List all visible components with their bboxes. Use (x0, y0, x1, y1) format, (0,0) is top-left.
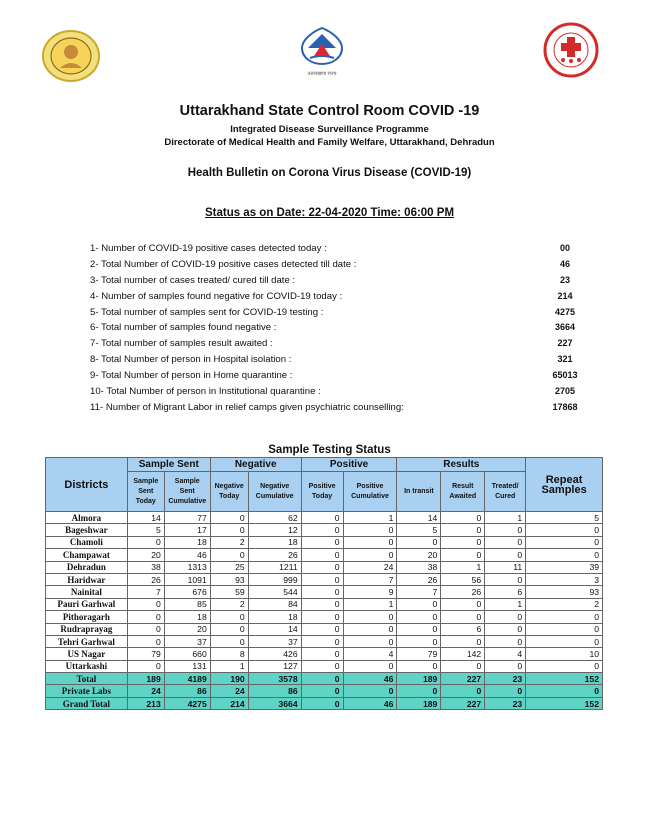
summary-label: 2- Total Number of COVID-19 positive cases detected till date : (90, 258, 357, 270)
table-cell: 189 (127, 673, 164, 685)
table-cell: 0 (526, 623, 603, 635)
table-cell: 14 (127, 512, 164, 524)
table-cell: 0 (441, 660, 485, 672)
table-cell: 0 (485, 549, 526, 561)
table-cell: 26 (248, 549, 301, 561)
table-cell: 2 (526, 598, 603, 610)
column-header: Negative Cumulative (248, 472, 301, 512)
summary-item (90, 241, 590, 257)
table-cell: 426 (248, 648, 301, 660)
table-cell: 4 (485, 648, 526, 660)
summary-item (90, 384, 590, 400)
table-cell: 190 (210, 673, 248, 685)
table-cell: 20 (397, 549, 441, 561)
total-row (46, 697, 603, 709)
table-cell: 3578 (248, 673, 301, 685)
table-cell: 0 (343, 611, 397, 623)
column-header: In transit (397, 472, 441, 512)
table-cell: 46 (164, 549, 210, 561)
table-cell: 0 (397, 536, 441, 548)
table-cell: 0 (301, 611, 343, 623)
table-cell: 59 (210, 586, 248, 598)
table-cell: 85 (164, 598, 210, 610)
table-cell: 0 (210, 524, 248, 536)
table-cell: 0 (343, 623, 397, 635)
table-cell: 1 (210, 660, 248, 672)
summary-label: 4- Number of samples found negative for COVID-19 today : (90, 290, 343, 302)
table-cell: 26 (397, 573, 441, 585)
table-cell: 62 (248, 512, 301, 524)
table-cell: 0 (127, 635, 164, 647)
table-cell: 5 (397, 524, 441, 536)
table-cell: 0 (301, 512, 343, 524)
summary-item (90, 368, 590, 384)
table-cell: 0 (441, 512, 485, 524)
district-name: Private Labs (46, 685, 128, 697)
table-cell: 0 (397, 685, 441, 697)
table-row (46, 573, 603, 585)
table-cell: 7 (343, 573, 397, 585)
table-cell: 9 (343, 586, 397, 598)
district-name: Tehri Garhwal (46, 635, 128, 647)
table-cell: 2 (210, 536, 248, 548)
table-cell: 1 (485, 512, 526, 524)
table-cell: 0 (301, 697, 343, 709)
uttarakhand-state-emblem (298, 26, 346, 78)
table-cell: 213 (127, 697, 164, 709)
table-cell: 0 (127, 623, 164, 635)
column-header: Positive Cumulative (343, 472, 397, 512)
summary-item (90, 352, 590, 368)
table-cell: 660 (164, 648, 210, 660)
table-cell: 3 (526, 573, 603, 585)
table-cell: 227 (441, 673, 485, 685)
table-cell: 0 (485, 524, 526, 536)
table-cell: 23 (485, 673, 526, 685)
table-cell: 0 (441, 611, 485, 623)
table-cell: 86 (164, 685, 210, 697)
district-name: Nainital (46, 586, 128, 598)
bulletin-title: Health Bulletin on Corona Virus Disease (COVID-19) (187, 167, 472, 179)
negative-header: Negative (210, 458, 301, 472)
table-cell: 544 (248, 586, 301, 598)
table-cell: 0 (526, 549, 603, 561)
column-header: Sample Sent Cumulative (164, 472, 210, 512)
table-cell: 56 (441, 573, 485, 585)
table-title: Sample Testing Status (268, 444, 391, 456)
table-cell: 0 (485, 573, 526, 585)
table-cell: 0 (343, 635, 397, 647)
table-cell: 10 (526, 648, 603, 660)
table-cell: 1 (485, 598, 526, 610)
table-cell: 79 (397, 648, 441, 660)
district-name: Haridwar (46, 573, 128, 585)
table-cell: 6 (441, 623, 485, 635)
districts-header: Districts (46, 458, 128, 512)
summary-value: 65013 (552, 370, 578, 381)
sample-sent-header: Sample Sent (127, 458, 210, 472)
table-cell: 93 (526, 586, 603, 598)
summary-label: 8- Total Number of person in Hospital isolation : (90, 354, 292, 366)
table-cell: 25 (210, 561, 248, 573)
table-cell: 0 (301, 524, 343, 536)
table-cell: 227 (441, 697, 485, 709)
table-cell: 1211 (248, 561, 301, 573)
table-cell: 6 (485, 586, 526, 598)
table-row (46, 623, 603, 635)
table-cell: 37 (248, 635, 301, 647)
district-name: US Nagar (46, 648, 128, 660)
table-cell: 0 (301, 685, 343, 697)
table-cell: 93 (210, 573, 248, 585)
table-cell: 0 (485, 635, 526, 647)
table-cell: 39 (526, 561, 603, 573)
summary-item (90, 305, 590, 321)
table-cell: 0 (441, 524, 485, 536)
table-cell: 7 (397, 586, 441, 598)
table-cell: 127 (248, 660, 301, 672)
table-cell: 0 (526, 536, 603, 548)
district-name: Pauri Garhwal (46, 598, 128, 610)
table-cell: 0 (441, 536, 485, 548)
table-cell: 0 (301, 623, 343, 635)
table-cell: 0 (127, 598, 164, 610)
table-cell: 5 (526, 512, 603, 524)
table-cell: 214 (210, 697, 248, 709)
table-cell: 38 (397, 561, 441, 573)
summary-label: 7- Total number of samples result awaited : (90, 338, 273, 350)
emblem-caption: उत्तराखण्ड राज्य (307, 71, 337, 77)
summary-label: 11- Number of Migrant Labor in relief camps given psychiatric counselling: (90, 401, 404, 413)
table-cell: 1 (343, 598, 397, 610)
table-cell: 0 (526, 635, 603, 647)
table-cell: 26 (127, 573, 164, 585)
summary-label: 5- Total number of samples sent for COVID-19 testing : (90, 306, 324, 318)
summary-value: 4275 (554, 306, 576, 317)
district-name: Total (46, 673, 128, 685)
summary-item (90, 400, 590, 416)
table-cell: 24 (343, 561, 397, 573)
table-cell: 3664 (248, 697, 301, 709)
table-cell: 0 (397, 660, 441, 672)
table-cell: 0 (301, 660, 343, 672)
table-cell: 37 (164, 635, 210, 647)
table-cell: 79 (127, 648, 164, 660)
district-name: Champawat (46, 549, 128, 561)
table-cell: 0 (397, 635, 441, 647)
summary-value: 2705 (554, 386, 576, 397)
table-cell: 0 (301, 549, 343, 561)
table-row (46, 586, 603, 598)
table-cell: 999 (248, 573, 301, 585)
table-cell: 1 (441, 561, 485, 573)
table-cell: 24 (127, 685, 164, 697)
table-cell: 0 (343, 524, 397, 536)
table-cell: 0 (343, 660, 397, 672)
table-cell: 20 (164, 623, 210, 635)
table-cell: 0 (301, 536, 343, 548)
table-cell: 0 (301, 598, 343, 610)
table-cell: 676 (164, 586, 210, 598)
table-cell: 0 (301, 673, 343, 685)
table-cell: 0 (485, 536, 526, 548)
table-cell: 0 (301, 635, 343, 647)
district-name: Pithoragarh (46, 611, 128, 623)
table-row (46, 549, 603, 561)
district-name: Rudraprayag (46, 623, 128, 635)
summary-item (90, 273, 590, 289)
table-cell: 131 (164, 660, 210, 672)
column-header: Result Awaited (441, 472, 485, 512)
table-cell: 0 (397, 611, 441, 623)
table-row (46, 598, 603, 610)
page-title: Uttarakhand State Control Room COVID -19 (179, 103, 480, 119)
district-name: Chamoli (46, 536, 128, 548)
table-cell: 0 (397, 623, 441, 635)
summary-label: 9- Total Number of person in Home quarantine : (90, 370, 293, 382)
table-cell: 84 (248, 598, 301, 610)
table-cell: 20 (127, 549, 164, 561)
total-row (46, 673, 603, 685)
summary-value: 17868 (552, 401, 578, 412)
table-cell: 0 (210, 512, 248, 524)
summary-item (90, 320, 590, 336)
table-cell: 0 (210, 611, 248, 623)
state-emblem-icon (298, 26, 346, 66)
table-cell: 142 (441, 648, 485, 660)
district-name: Grand Total (46, 697, 128, 709)
column-header: Negative Today (210, 472, 248, 512)
table-cell: 12 (248, 524, 301, 536)
table-cell: 0 (526, 685, 603, 697)
table-row (46, 648, 603, 660)
table-cell: 152 (526, 697, 603, 709)
table-cell: 0 (485, 611, 526, 623)
table-row (46, 512, 603, 524)
column-header: Positive Today (301, 472, 343, 512)
table-cell: 0 (301, 561, 343, 573)
table-cell: 0 (210, 635, 248, 647)
table-cell: 4 (343, 648, 397, 660)
table-cell: 0 (127, 611, 164, 623)
table-cell: 26 (441, 586, 485, 598)
district-name: Dehradun (46, 561, 128, 573)
summary-list (90, 241, 590, 416)
table-cell: 0 (485, 685, 526, 697)
table-cell: 0 (441, 598, 485, 610)
table-cell: 77 (164, 512, 210, 524)
table-cell: 189 (397, 697, 441, 709)
table-row (46, 611, 603, 623)
district-name: Bageshwar (46, 524, 128, 536)
table-cell: 0 (441, 549, 485, 561)
table-cell: 4189 (164, 673, 210, 685)
summary-label: 1- Number of COVID-19 positive cases detected today : (90, 243, 327, 254)
summary-item (90, 289, 590, 305)
table-cell: 0 (210, 549, 248, 561)
table-cell: 0 (485, 660, 526, 672)
circular-emblem-logo (42, 30, 100, 82)
table-cell: 38 (127, 561, 164, 573)
table-cell: 0 (301, 648, 343, 660)
summary-value: 46 (559, 258, 570, 269)
summary-value: 321 (557, 354, 573, 365)
table-cell: 0 (343, 536, 397, 548)
table-cell: 1091 (164, 573, 210, 585)
positive-header: Positive (301, 458, 397, 472)
table-cell: 18 (248, 536, 301, 548)
table-row (46, 536, 603, 548)
table-cell: 0 (343, 549, 397, 561)
table-cell: 0 (441, 635, 485, 647)
column-header: Sample Sent Today (127, 472, 164, 512)
table-cell: 0 (210, 623, 248, 635)
table-cell: 18 (164, 611, 210, 623)
summary-label: 10- Total Number of person in Institutional quarantine : (90, 386, 321, 398)
table-cell: 1313 (164, 561, 210, 573)
table-row (46, 524, 603, 536)
directorate-subtitle: Directorate of Medical Health and Family Welfare, Uttarakhand, Dehradun (164, 137, 495, 148)
status-date: Status as on Date: 22-04-2020 Time: 06:00 PM (204, 207, 455, 219)
summary-item (90, 336, 590, 352)
table-cell: 0 (397, 598, 441, 610)
table-cell: 5 (127, 524, 164, 536)
table-cell: 14 (248, 623, 301, 635)
national-health-mission-logo (543, 22, 599, 78)
programme-subtitle: Integrated Disease Surveillance Programme (230, 124, 429, 135)
total-row (46, 685, 603, 697)
table-cell: 0 (301, 586, 343, 598)
table-cell: 0 (526, 524, 603, 536)
summary-value: 23 (559, 274, 570, 285)
table-cell: 0 (127, 536, 164, 548)
table-cell: 7 (127, 586, 164, 598)
table-cell: 1 (343, 512, 397, 524)
table-cell: 0 (441, 685, 485, 697)
table-cell: 0 (526, 660, 603, 672)
table-cell: 0 (526, 611, 603, 623)
table-cell: 0 (127, 660, 164, 672)
table-cell: 46 (343, 697, 397, 709)
summary-value: 00 (559, 243, 570, 253)
table-cell: 18 (248, 611, 301, 623)
repeat-samples-header: Repeat Samples (526, 458, 603, 512)
table-cell: 0 (301, 573, 343, 585)
district-name: Uttarkashi (46, 660, 128, 672)
table-cell: 0 (343, 685, 397, 697)
table-cell: 0 (485, 623, 526, 635)
table-cell: 17 (164, 524, 210, 536)
summary-label: 6- Total number of samples found negative : (90, 322, 277, 334)
table-cell: 23 (485, 697, 526, 709)
table-cell: 18 (164, 536, 210, 548)
table-cell: 2 (210, 598, 248, 610)
summary-label: 3- Total number of cases treated/ cured till date : (90, 274, 296, 286)
table-cell: 11 (485, 561, 526, 573)
table-cell: 152 (526, 673, 603, 685)
sample-testing-table (45, 457, 603, 710)
district-name: Almora (46, 512, 128, 524)
table-cell: 24 (210, 685, 248, 697)
summary-item (90, 257, 590, 273)
table-row (46, 635, 603, 647)
summary-value: 3664 (554, 322, 576, 333)
table-cell: 4275 (164, 697, 210, 709)
summary-value: 214 (557, 290, 573, 301)
results-header: Results (397, 458, 526, 472)
table-cell: 46 (343, 673, 397, 685)
table-cell: 8 (210, 648, 248, 660)
table-cell: 86 (248, 685, 301, 697)
summary-value: 227 (557, 338, 573, 349)
column-header: Treated/ Cured (485, 472, 526, 512)
table-cell: 14 (397, 512, 441, 524)
table-cell: 189 (397, 673, 441, 685)
table-row (46, 561, 603, 573)
table-row (46, 660, 603, 672)
